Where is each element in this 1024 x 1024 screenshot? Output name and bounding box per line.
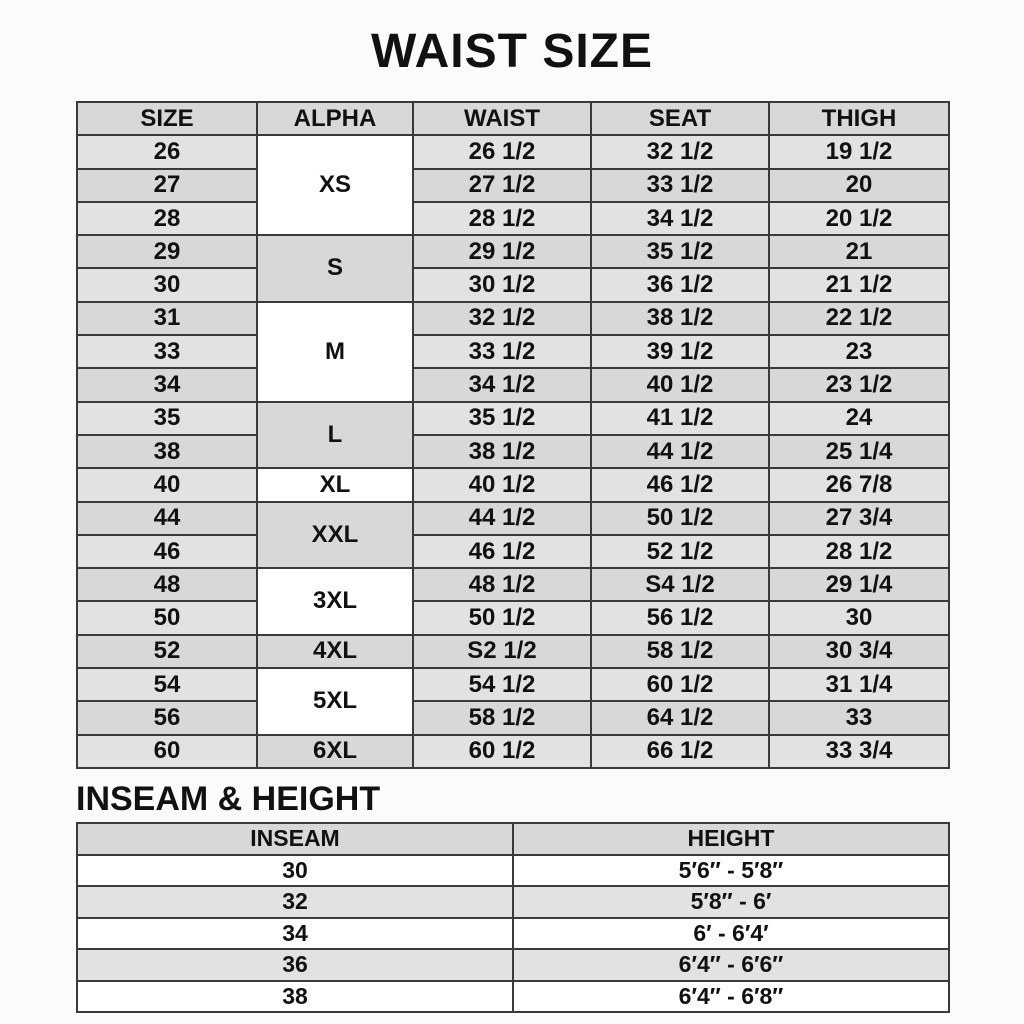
thigh-cell: 27 3/4 <box>769 502 949 535</box>
thigh-cell: 22 1/2 <box>769 302 949 335</box>
table-row <box>77 169 949 202</box>
thigh-cell: 29 1/4 <box>769 568 949 601</box>
waist-cell: 27 1/2 <box>413 169 591 202</box>
thigh-cell: 20 1/2 <box>769 202 949 235</box>
seat-cell: 46 1/2 <box>591 468 769 501</box>
header-inseam: INSEAM <box>77 823 513 855</box>
waist-cell: 32 1/2 <box>413 302 591 335</box>
table-row <box>77 949 949 981</box>
size-cell: 60 <box>77 735 257 768</box>
waist-cell: 40 1/2 <box>413 468 591 501</box>
size-cell: 40 <box>77 468 257 501</box>
inseam-cell: 30 <box>77 855 513 887</box>
waist-cell: S2 1/2 <box>413 635 591 668</box>
alpha-cell: M <box>257 302 413 402</box>
size-cell: 29 <box>77 235 257 268</box>
waist-cell: 60 1/2 <box>413 735 591 768</box>
seat-cell: 33 1/2 <box>591 169 769 202</box>
inseam-table-body <box>77 823 949 1012</box>
size-cell: 27 <box>77 169 257 202</box>
waist-cell: 38 1/2 <box>413 435 591 468</box>
seat-cell: 52 1/2 <box>591 535 769 568</box>
table-row <box>77 981 949 1013</box>
size-cell: 33 <box>77 335 257 368</box>
size-cell: 56 <box>77 701 257 734</box>
waist-cell: 58 1/2 <box>413 701 591 734</box>
thigh-cell: 31 1/4 <box>769 668 949 701</box>
seat-cell: 64 1/2 <box>591 701 769 734</box>
size-cell: 50 <box>77 601 257 634</box>
table-row <box>77 402 949 435</box>
thigh-cell: 33 <box>769 701 949 734</box>
seat-cell: 44 1/2 <box>591 435 769 468</box>
alpha-cell: 6XL <box>257 735 413 768</box>
thigh-cell: 30 <box>769 601 949 634</box>
header-alpha: ALPHA <box>257 102 413 135</box>
size-cell: 35 <box>77 402 257 435</box>
table-row <box>77 886 949 918</box>
table-row <box>77 635 949 668</box>
inseam-height-title: INSEAM & HEIGHT <box>76 780 381 818</box>
table-header-row <box>77 102 949 135</box>
alpha-cell: L <box>257 402 413 469</box>
waist-cell: 33 1/2 <box>413 335 591 368</box>
waist-cell: 48 1/2 <box>413 568 591 601</box>
thigh-cell: 23 <box>769 335 949 368</box>
thigh-cell: 20 <box>769 169 949 202</box>
size-cell: 52 <box>77 635 257 668</box>
inseam-cell: 32 <box>77 886 513 918</box>
page-title: WAIST SIZE <box>370 25 653 78</box>
size-cell: 30 <box>77 268 257 301</box>
seat-cell: 66 1/2 <box>591 735 769 768</box>
inseam-cell: 34 <box>77 918 513 950</box>
seat-cell: 34 1/2 <box>591 202 769 235</box>
waist-size-table <box>76 101 950 769</box>
table-row <box>77 302 949 335</box>
seat-cell: 60 1/2 <box>591 668 769 701</box>
size-cell: 26 <box>77 135 257 168</box>
header-height: HEIGHT <box>513 823 949 855</box>
thigh-cell: 24 <box>769 402 949 435</box>
table-row <box>77 601 949 634</box>
alpha-cell: 4XL <box>257 635 413 668</box>
header-thigh: THIGH <box>769 102 949 135</box>
seat-cell: 40 1/2 <box>591 368 769 401</box>
table-row <box>77 502 949 535</box>
header-waist: WAIST <box>413 102 591 135</box>
alpha-cell: XS <box>257 135 413 235</box>
thigh-cell: 26 7/8 <box>769 468 949 501</box>
waist-cell: 44 1/2 <box>413 502 591 535</box>
alpha-cell: XXL <box>257 502 413 569</box>
seat-cell: S4 1/2 <box>591 568 769 601</box>
table-row <box>77 335 949 368</box>
waist-cell: 54 1/2 <box>413 668 591 701</box>
thigh-cell: 28 1/2 <box>769 535 949 568</box>
height-cell: 5′6″ - 5′8″ <box>513 855 949 887</box>
height-cell: 6′ - 6′4′ <box>513 918 949 950</box>
waist-cell: 46 1/2 <box>413 535 591 568</box>
seat-cell: 39 1/2 <box>591 335 769 368</box>
seat-cell: 38 1/2 <box>591 302 769 335</box>
waist-cell: 34 1/2 <box>413 368 591 401</box>
size-cell: 31 <box>77 302 257 335</box>
thigh-cell: 23 1/2 <box>769 368 949 401</box>
table-row <box>77 535 949 568</box>
table-row <box>77 368 949 401</box>
alpha-cell: XL <box>257 468 413 501</box>
inseam-cell: 36 <box>77 949 513 981</box>
waist-cell: 35 1/2 <box>413 402 591 435</box>
height-cell: 6′4″ - 6′8″ <box>513 981 949 1013</box>
size-cell: 54 <box>77 668 257 701</box>
table-row <box>77 668 949 701</box>
thigh-cell: 25 1/4 <box>769 435 949 468</box>
seat-cell: 58 1/2 <box>591 635 769 668</box>
size-cell: 48 <box>77 568 257 601</box>
alpha-cell: 5XL <box>257 668 413 735</box>
thigh-cell: 21 1/2 <box>769 268 949 301</box>
seat-cell: 35 1/2 <box>591 235 769 268</box>
alpha-cell: S <box>257 235 413 302</box>
size-cell: 28 <box>77 202 257 235</box>
inseam-height-table <box>76 822 950 1013</box>
table-row <box>77 855 949 887</box>
table-header-row <box>77 823 949 855</box>
height-cell: 5′8″ - 6′ <box>513 886 949 918</box>
seat-cell: 36 1/2 <box>591 268 769 301</box>
header-seat: SEAT <box>591 102 769 135</box>
seat-cell: 41 1/2 <box>591 402 769 435</box>
waist-cell: 29 1/2 <box>413 235 591 268</box>
table-row <box>77 568 949 601</box>
inseam-cell: 38 <box>77 981 513 1013</box>
seat-cell: 50 1/2 <box>591 502 769 535</box>
table-row <box>77 268 949 301</box>
waist-cell: 50 1/2 <box>413 601 591 634</box>
seat-cell: 32 1/2 <box>591 135 769 168</box>
waist-table-body <box>77 102 949 768</box>
table-row <box>77 135 949 168</box>
table-row <box>77 468 949 501</box>
table-row <box>77 918 949 950</box>
table-row <box>77 435 949 468</box>
height-cell: 6′4″ - 6′6″ <box>513 949 949 981</box>
waist-cell: 30 1/2 <box>413 268 591 301</box>
thigh-cell: 21 <box>769 235 949 268</box>
thigh-cell: 19 1/2 <box>769 135 949 168</box>
size-cell: 46 <box>77 535 257 568</box>
table-row <box>77 202 949 235</box>
seat-cell: 56 1/2 <box>591 601 769 634</box>
table-row <box>77 235 949 268</box>
thigh-cell: 33 3/4 <box>769 735 949 768</box>
size-cell: 34 <box>77 368 257 401</box>
size-cell: 38 <box>77 435 257 468</box>
table-row <box>77 735 949 768</box>
size-cell: 44 <box>77 502 257 535</box>
alpha-cell: 3XL <box>257 568 413 635</box>
header-size: SIZE <box>77 102 257 135</box>
thigh-cell: 30 3/4 <box>769 635 949 668</box>
table-row <box>77 701 949 734</box>
waist-cell: 28 1/2 <box>413 202 591 235</box>
waist-cell: 26 1/2 <box>413 135 591 168</box>
